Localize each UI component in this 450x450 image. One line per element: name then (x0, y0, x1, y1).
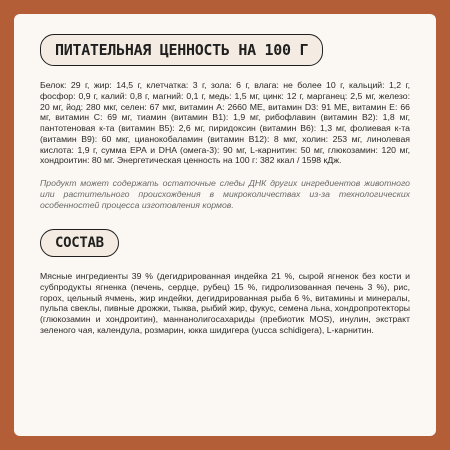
nutrition-title: ПИТАТЕЛЬНАЯ ЦЕННОСТЬ НА 100 Г (40, 34, 323, 66)
composition-text: Мясные ингредиенты 39 % (дегидрированная индейка 21 %, сырой ягненок без кости и субпродукты ягненка (печень, сердце, рубец) 15 %, гидролизованная печень 3 %), рис, горох, цельный ячмень, жир индейки, дегидрированная рыба 6 %, витамины и минералы, пульпа свеклы, пивные дрожжи, тыква, рыбий жир, фукус, семена льна, хондропротекторы (глюкозамин и хондроитин), маннанолигосахариды (пребиотик MOS), инулин, экстракт зеленого чая, календула, розмарин, юкка шидигера (yucca schidigera), L-карнитин. (40, 271, 410, 335)
nutrition-text: Белок: 29 г, жир: 14,5 г, клетчатка: 3 г, зола: 6 г, влага: не более 10 г, кальций: 1,2 г, фосфор: 0,9 г, калий: 0,8 г, магний: 0,1 г, медь: 1,5 мг, цинк: 12 г, марганец: 2,5 мг, железо: 20 мг, йод: 280 мкг, селен: 67 мкг, витамин А: 2660 МЕ, витамин D3: 91 МЕ, витамин Е: 66 мг, витамин С: 69 мг, тиамин (витамин В1): 1,9 мг, рибофлавин (витамин В2): 1,8 мг, пантотеновая к-та (витамин В5): 2,6 мг, пиридоксин (витамин В6): 1,3 мг, фолиевая к-та (витамин В9): 60 мкг, цианокобаламин (витамин В12): 8 мкг, холин: 253 мг, линолевая кислота: 1,9 г, сумма ЕРА и DHA (омега-3): 90 мг, L-карнитин: 50 мг, глюкозамин: 120 мг, хондроитин: 80 мг. Энергетическая ценность на 100 г: 382 ккал / 1598 кДж. (40, 80, 410, 166)
dna-trace-note: Продукт может содержать остаточные следы ДНК других ингредиентов животного или растительного происхождения в микроколичествах из-за технологических особенностей процесса изготовления кормов. (40, 178, 410, 210)
info-card (14, 14, 436, 436)
composition-title: СОСТАВ (40, 229, 119, 257)
